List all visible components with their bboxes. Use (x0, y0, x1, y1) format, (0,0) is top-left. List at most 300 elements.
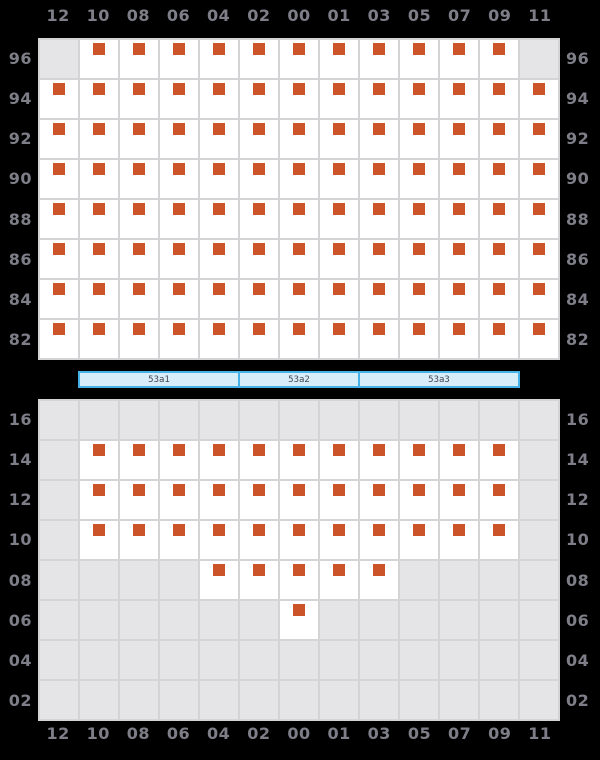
slot-empty[interactable] (40, 521, 78, 559)
slot-empty[interactable] (400, 641, 438, 679)
slot-empty[interactable] (200, 401, 238, 439)
container-square (213, 243, 225, 255)
container-square (133, 323, 145, 335)
container-square (253, 444, 265, 456)
slot-empty[interactable] (40, 601, 78, 639)
slot-occupied[interactable] (240, 481, 278, 519)
slot-occupied[interactable] (120, 80, 158, 118)
slot-empty[interactable] (160, 401, 198, 439)
slot-occupied[interactable] (120, 200, 158, 238)
hold-row-labels-left (2, 399, 32, 721)
container-square (333, 123, 345, 135)
slot-occupied[interactable] (280, 160, 318, 198)
slot-occupied[interactable] (360, 120, 398, 158)
container-square (293, 43, 305, 55)
slot-occupied[interactable] (200, 441, 238, 479)
slot-empty[interactable] (360, 681, 398, 719)
container-square (373, 163, 385, 175)
slot-occupied[interactable] (320, 120, 358, 158)
slot-empty[interactable] (480, 401, 518, 439)
slot-occupied[interactable] (520, 80, 558, 118)
hatch-cover-53a3[interactable]: 53a3 (358, 371, 520, 388)
slot-occupied[interactable] (280, 80, 318, 118)
slot-occupied[interactable] (480, 320, 518, 358)
column-label: 02 (247, 6, 271, 25)
slot-occupied[interactable] (120, 441, 158, 479)
slot-empty[interactable] (280, 681, 318, 719)
slot-occupied[interactable] (320, 521, 358, 559)
slot-occupied[interactable] (440, 280, 478, 318)
slot-occupied[interactable] (440, 481, 478, 519)
slot-empty[interactable] (480, 641, 518, 679)
container-square (493, 43, 505, 55)
slot-empty[interactable] (520, 561, 558, 599)
slot-occupied[interactable] (280, 441, 318, 479)
top-column-labels (38, 5, 560, 27)
container-square (293, 444, 305, 456)
slot-occupied[interactable] (240, 120, 278, 158)
slot-occupied[interactable] (200, 320, 238, 358)
slot-empty[interactable] (480, 681, 518, 719)
slot-empty[interactable] (440, 681, 478, 719)
row-label: 12 (566, 490, 590, 510)
slot-occupied[interactable] (320, 200, 358, 238)
slot-empty[interactable] (520, 641, 558, 679)
slot-occupied[interactable] (400, 40, 438, 78)
column-label: 11 (528, 6, 552, 25)
slot-empty[interactable] (480, 561, 518, 599)
slot-occupied[interactable] (400, 280, 438, 318)
slot-empty[interactable] (40, 561, 78, 599)
slot-occupied[interactable] (320, 441, 358, 479)
hold-row-labels-right (566, 399, 596, 721)
slot-empty[interactable] (520, 521, 558, 559)
slot-occupied[interactable] (480, 240, 518, 278)
slot-occupied[interactable] (360, 240, 398, 278)
slot-occupied[interactable] (200, 160, 238, 198)
slot-occupied[interactable] (80, 320, 118, 358)
column-label: 09 (488, 724, 512, 743)
slot-occupied[interactable] (480, 80, 518, 118)
slot-occupied[interactable] (80, 240, 118, 278)
slot-occupied[interactable] (40, 160, 78, 198)
slot-occupied[interactable] (160, 160, 198, 198)
container-square (373, 43, 385, 55)
slot-occupied[interactable] (120, 481, 158, 519)
slot-occupied[interactable] (320, 481, 358, 519)
container-square (533, 283, 545, 295)
slot-empty[interactable] (120, 681, 158, 719)
container-square (93, 123, 105, 135)
slot-empty[interactable] (160, 641, 198, 679)
slot-occupied[interactable] (400, 240, 438, 278)
slot-occupied[interactable] (280, 280, 318, 318)
slot-occupied[interactable] (360, 521, 398, 559)
slot-occupied[interactable] (360, 200, 398, 238)
slot-empty[interactable] (400, 601, 438, 639)
slot-empty[interactable] (80, 401, 118, 439)
container-square (173, 484, 185, 496)
slot-empty[interactable] (520, 681, 558, 719)
slot-occupied[interactable] (240, 280, 278, 318)
slot-occupied[interactable] (400, 80, 438, 118)
slot-occupied[interactable] (280, 320, 318, 358)
container-square (133, 283, 145, 295)
container-square (493, 444, 505, 456)
container-square (253, 524, 265, 536)
slot-occupied[interactable] (160, 80, 198, 118)
slot-empty[interactable] (280, 641, 318, 679)
slot-occupied[interactable] (400, 441, 438, 479)
slot-occupied[interactable] (280, 561, 318, 599)
slot-occupied[interactable] (440, 320, 478, 358)
slot-occupied[interactable] (480, 441, 518, 479)
container-square (373, 524, 385, 536)
slot-occupied[interactable] (400, 200, 438, 238)
container-square (453, 444, 465, 456)
slot-occupied[interactable] (120, 320, 158, 358)
slot-occupied[interactable] (120, 240, 158, 278)
slot-occupied[interactable] (480, 200, 518, 238)
container-square (93, 524, 105, 536)
slot-occupied[interactable] (400, 160, 438, 198)
container-square (173, 524, 185, 536)
slot-occupied[interactable] (520, 120, 558, 158)
slot-empty[interactable] (440, 401, 478, 439)
slot-occupied[interactable] (40, 120, 78, 158)
row-label: 10 (566, 530, 590, 550)
column-label: 02 (247, 724, 271, 743)
container-square (253, 484, 265, 496)
row-label: 96 (566, 48, 590, 68)
column-label: 10 (86, 6, 110, 25)
slot-occupied[interactable] (400, 481, 438, 519)
slot-occupied[interactable] (480, 40, 518, 78)
container-square (373, 564, 385, 576)
container-square (253, 323, 265, 335)
slot-empty[interactable] (80, 561, 118, 599)
slot-occupied[interactable] (360, 441, 398, 479)
row-label: 14 (8, 449, 32, 469)
slot-occupied[interactable] (480, 481, 518, 519)
container-square (213, 444, 225, 456)
slot-occupied[interactable] (160, 200, 198, 238)
slot-occupied[interactable] (440, 200, 478, 238)
slot-occupied[interactable] (120, 280, 158, 318)
slot-occupied[interactable] (200, 280, 238, 318)
slot-occupied[interactable] (200, 80, 238, 118)
slot-occupied[interactable] (80, 160, 118, 198)
container-square (453, 323, 465, 335)
slot-occupied[interactable] (240, 40, 278, 78)
slot-occupied[interactable] (320, 561, 358, 599)
slot-empty[interactable] (160, 681, 198, 719)
hatch-cover-53a1[interactable]: 53a1 (78, 371, 240, 388)
slot-empty[interactable] (120, 401, 158, 439)
container-square (173, 83, 185, 95)
slot-occupied[interactable] (80, 40, 118, 78)
slot-occupied[interactable] (40, 280, 78, 318)
slot-empty[interactable] (240, 681, 278, 719)
slot-occupied[interactable] (40, 200, 78, 238)
container-square (213, 323, 225, 335)
slot-occupied[interactable] (160, 320, 198, 358)
slot-occupied[interactable] (200, 200, 238, 238)
slot-empty[interactable] (200, 681, 238, 719)
slot-occupied[interactable] (160, 240, 198, 278)
slot-empty[interactable] (400, 401, 438, 439)
slot-occupied[interactable] (160, 40, 198, 78)
container-square (293, 604, 305, 616)
slot-occupied[interactable] (200, 561, 238, 599)
slot-empty[interactable] (40, 481, 78, 519)
slot-occupied[interactable] (280, 240, 318, 278)
slot-empty[interactable] (440, 561, 478, 599)
column-label: 12 (46, 6, 70, 25)
slot-occupied[interactable] (40, 320, 78, 358)
container-square (413, 43, 425, 55)
container-square (453, 283, 465, 295)
slot-empty[interactable] (240, 641, 278, 679)
slot-occupied[interactable] (400, 521, 438, 559)
container-square (293, 83, 305, 95)
slot-occupied[interactable] (520, 320, 558, 358)
slot-empty[interactable] (160, 601, 198, 639)
container-square (253, 564, 265, 576)
container-square (133, 524, 145, 536)
container-square (453, 163, 465, 175)
slot-occupied[interactable] (40, 80, 78, 118)
container-square (333, 283, 345, 295)
slot-empty[interactable] (320, 401, 358, 439)
container-square (53, 283, 65, 295)
row-label: 06 (8, 610, 32, 630)
slot-occupied[interactable] (360, 160, 398, 198)
row-label: 90 (566, 169, 590, 189)
slot-empty[interactable] (120, 561, 158, 599)
slot-occupied[interactable] (320, 160, 358, 198)
container-square (93, 203, 105, 215)
slot-occupied[interactable] (160, 521, 198, 559)
slot-empty[interactable] (40, 441, 78, 479)
container-square (173, 203, 185, 215)
slot-occupied[interactable] (360, 280, 398, 318)
slot-empty[interactable] (520, 401, 558, 439)
container-square (53, 163, 65, 175)
slot-empty[interactable] (440, 601, 478, 639)
slot-occupied[interactable] (440, 521, 478, 559)
slot-occupied[interactable] (160, 280, 198, 318)
slot-empty[interactable] (480, 601, 518, 639)
container-square (373, 283, 385, 295)
slot-empty[interactable] (80, 601, 118, 639)
slot-occupied[interactable] (320, 240, 358, 278)
container-square (53, 243, 65, 255)
slot-occupied[interactable] (480, 120, 518, 158)
slot-empty[interactable] (320, 601, 358, 639)
slot-occupied[interactable] (320, 320, 358, 358)
slot-occupied[interactable] (320, 80, 358, 118)
row-label: 84 (566, 290, 590, 310)
container-square (493, 524, 505, 536)
container-square (333, 444, 345, 456)
slot-occupied[interactable] (480, 160, 518, 198)
slot-occupied[interactable] (240, 521, 278, 559)
slot-occupied[interactable] (480, 521, 518, 559)
slot-empty[interactable] (40, 40, 78, 78)
slot-occupied[interactable] (80, 521, 118, 559)
slot-occupied[interactable] (440, 240, 478, 278)
slot-empty[interactable] (40, 401, 78, 439)
slot-occupied[interactable] (280, 481, 318, 519)
slot-occupied[interactable] (120, 120, 158, 158)
container-square (293, 283, 305, 295)
hatch-cover-bar (78, 371, 520, 388)
slot-occupied[interactable] (80, 120, 118, 158)
row-label: 04 (8, 651, 32, 671)
row-label: 82 (566, 330, 590, 350)
slot-occupied[interactable] (160, 120, 198, 158)
column-label: 00 (287, 724, 311, 743)
slot-occupied[interactable] (80, 481, 118, 519)
slot-occupied[interactable] (360, 320, 398, 358)
deck-row-labels-right (566, 38, 596, 360)
slot-empty[interactable] (40, 681, 78, 719)
slot-empty[interactable] (120, 601, 158, 639)
slot-occupied[interactable] (280, 40, 318, 78)
slot-occupied[interactable] (240, 240, 278, 278)
slot-occupied[interactable] (360, 481, 398, 519)
slot-empty[interactable] (120, 641, 158, 679)
slot-occupied[interactable] (280, 120, 318, 158)
container-square (293, 564, 305, 576)
container-square (213, 524, 225, 536)
slot-empty[interactable] (40, 641, 78, 679)
slot-occupied[interactable] (80, 80, 118, 118)
slot-empty[interactable] (80, 681, 118, 719)
slot-occupied[interactable] (240, 160, 278, 198)
slot-occupied[interactable] (360, 40, 398, 78)
container-square (413, 444, 425, 456)
slot-occupied[interactable] (440, 80, 478, 118)
slot-occupied[interactable] (40, 240, 78, 278)
slot-empty[interactable] (200, 601, 238, 639)
slot-empty[interactable] (160, 561, 198, 599)
container-square (493, 243, 505, 255)
row-label: 16 (8, 409, 32, 429)
slot-occupied[interactable] (360, 80, 398, 118)
slot-occupied[interactable] (120, 160, 158, 198)
slot-empty[interactable] (400, 681, 438, 719)
slot-occupied[interactable] (480, 280, 518, 318)
container-square (333, 243, 345, 255)
slot-occupied[interactable] (520, 280, 558, 318)
slot-occupied[interactable] (440, 441, 478, 479)
column-label: 07 (447, 6, 472, 25)
slot-empty[interactable] (400, 561, 438, 599)
container-square (493, 484, 505, 496)
slot-empty[interactable] (520, 40, 558, 78)
slot-occupied[interactable] (320, 40, 358, 78)
slot-occupied[interactable] (80, 441, 118, 479)
slot-occupied[interactable] (200, 521, 238, 559)
slot-empty[interactable] (240, 601, 278, 639)
slot-empty[interactable] (280, 401, 318, 439)
slot-occupied[interactable] (240, 80, 278, 118)
row-label: 02 (566, 691, 590, 711)
container-square (493, 323, 505, 335)
slot-occupied[interactable] (440, 160, 478, 198)
slot-occupied[interactable] (400, 120, 438, 158)
slot-occupied[interactable] (240, 441, 278, 479)
slot-empty[interactable] (520, 481, 558, 519)
slot-empty[interactable] (320, 681, 358, 719)
container-square (93, 323, 105, 335)
slot-empty[interactable] (320, 641, 358, 679)
column-label: 04 (207, 724, 231, 743)
bottom-column-labels (38, 723, 560, 745)
slot-occupied[interactable] (240, 200, 278, 238)
slot-occupied[interactable] (80, 200, 118, 238)
row-label: 16 (566, 409, 590, 429)
container-square (133, 163, 145, 175)
hatch-cover-53a2[interactable]: 53a2 (238, 371, 360, 388)
slot-empty[interactable] (240, 401, 278, 439)
slot-empty[interactable] (80, 641, 118, 679)
slot-occupied[interactable] (520, 160, 558, 198)
slot-occupied[interactable] (200, 481, 238, 519)
slot-empty[interactable] (200, 641, 238, 679)
slot-empty[interactable] (520, 441, 558, 479)
row-label: 82 (8, 330, 32, 350)
slot-empty[interactable] (360, 401, 398, 439)
slot-occupied[interactable] (200, 240, 238, 278)
row-label: 96 (8, 48, 32, 68)
slot-occupied[interactable] (440, 40, 478, 78)
slot-occupied[interactable] (120, 40, 158, 78)
slot-occupied[interactable] (160, 441, 198, 479)
slot-occupied[interactable] (280, 601, 318, 639)
slot-occupied[interactable] (80, 280, 118, 318)
slot-occupied[interactable] (520, 200, 558, 238)
slot-occupied[interactable] (240, 561, 278, 599)
container-square (413, 484, 425, 496)
slot-occupied[interactable] (360, 561, 398, 599)
slot-occupied[interactable] (440, 120, 478, 158)
column-label: 05 (407, 6, 432, 25)
slot-occupied[interactable] (520, 240, 558, 278)
slot-occupied[interactable] (320, 280, 358, 318)
slot-occupied[interactable] (400, 320, 438, 358)
slot-empty[interactable] (520, 601, 558, 639)
slot-occupied[interactable] (160, 481, 198, 519)
slot-empty[interactable] (360, 641, 398, 679)
slot-empty[interactable] (440, 641, 478, 679)
slot-occupied[interactable] (200, 40, 238, 78)
slot-empty[interactable] (360, 601, 398, 639)
container-square (133, 123, 145, 135)
container-square (93, 283, 105, 295)
container-square (253, 283, 265, 295)
column-label: 08 (126, 6, 150, 25)
slot-occupied[interactable] (120, 521, 158, 559)
slot-occupied[interactable] (240, 320, 278, 358)
slot-occupied[interactable] (200, 120, 238, 158)
column-label: 07 (447, 724, 472, 743)
slot-occupied[interactable] (280, 200, 318, 238)
container-square (533, 323, 545, 335)
slot-occupied[interactable] (280, 521, 318, 559)
